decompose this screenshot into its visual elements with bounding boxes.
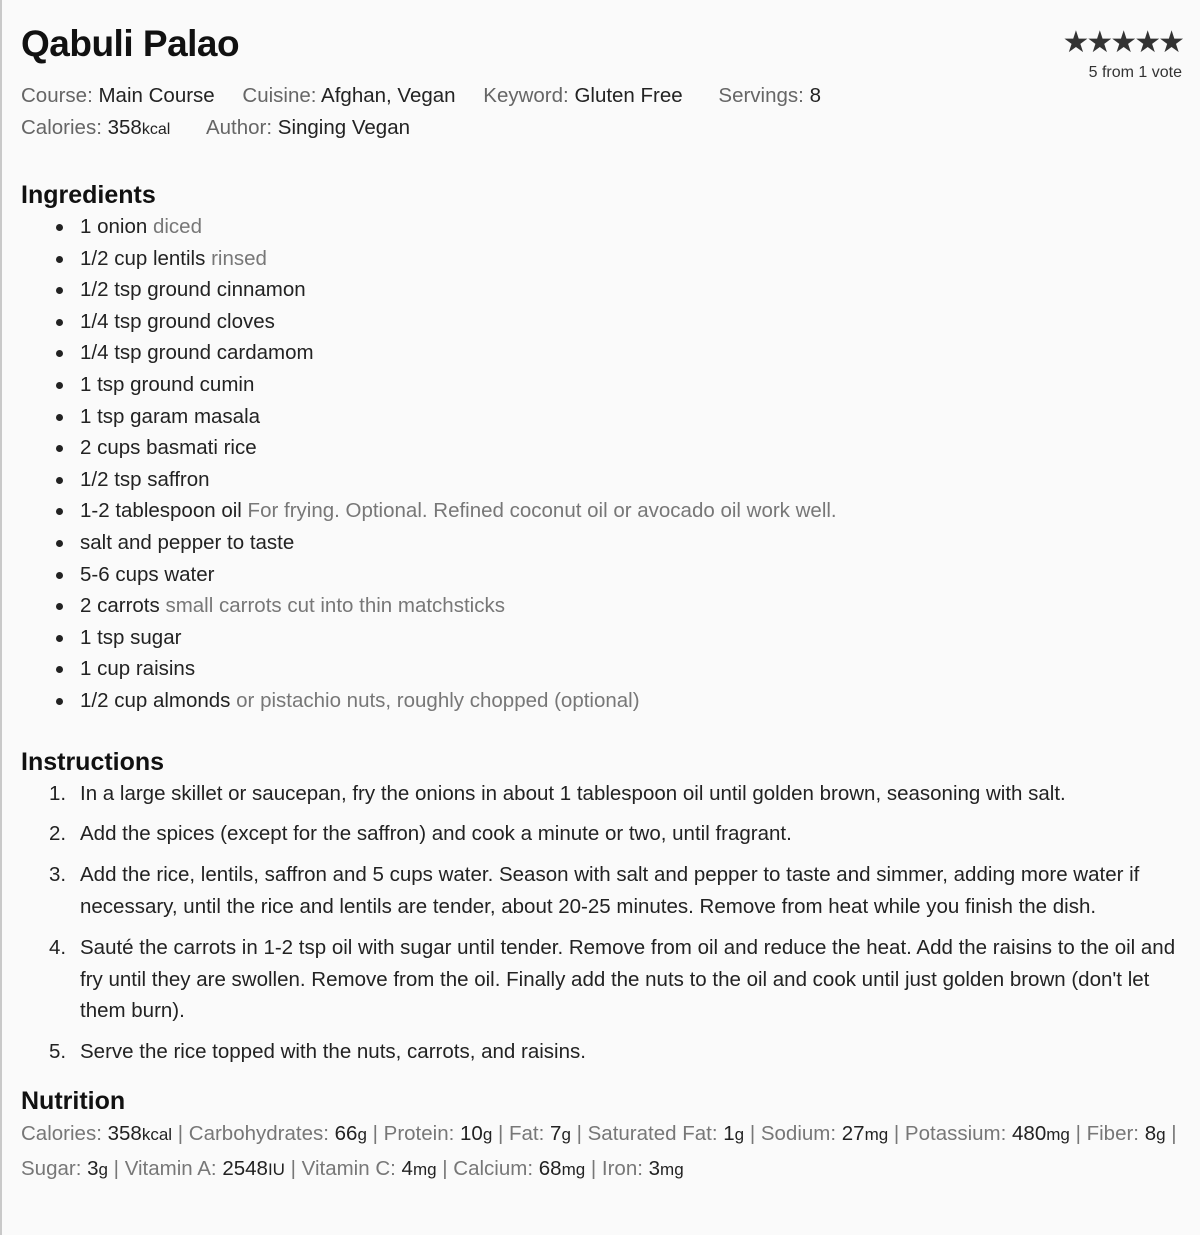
ingredient-text: salt and pepper to taste xyxy=(80,530,295,554)
ingredient-text: 5-6 cups water xyxy=(80,562,215,586)
recipe-title: Qabuli Palao xyxy=(21,23,240,64)
meta-row-2 xyxy=(21,112,1182,146)
nutrition-value: 66 xyxy=(334,1121,358,1145)
ingredient-text: 1 tsp garam masala xyxy=(80,404,261,428)
instruction-step xyxy=(21,932,1182,1027)
ingredient-text: 2 carrots xyxy=(80,594,160,618)
nutrition-item xyxy=(761,1122,888,1145)
instruction-text: Serve the rice topped with the nuts, carrots, and raisins. xyxy=(80,1040,586,1064)
nutrition-separator: | xyxy=(492,1121,509,1145)
instruction-step xyxy=(21,778,1182,810)
meta-servings-value[interactable]: 8 xyxy=(809,84,821,107)
ingredient-item xyxy=(21,306,1182,338)
nutrition-separator: | xyxy=(1165,1121,1177,1145)
meta-servings xyxy=(718,80,821,112)
nutrition-separator: | xyxy=(366,1121,384,1145)
ingredient-note: diced xyxy=(152,215,202,238)
nutrition-item xyxy=(21,1122,172,1145)
nutrition-separator: | xyxy=(107,1156,125,1180)
meta-calories-label: Calories: xyxy=(21,116,102,139)
instruction-number: 2. xyxy=(49,822,67,846)
meta-keyword-label: Keyword: xyxy=(483,84,569,107)
ingredient-item xyxy=(21,653,1182,685)
ingredient-text: 1 onion xyxy=(80,215,148,238)
ingredient-text: 1 cup raisins xyxy=(80,657,196,681)
nutrition-unit: g xyxy=(734,1124,745,1144)
nutrition-value: 68 xyxy=(538,1156,562,1180)
instruction-number: 5. xyxy=(49,1040,67,1064)
nutrition-unit: kcal xyxy=(141,1124,173,1144)
instructions-list xyxy=(21,778,1182,1068)
nutrition-label: Fiber: xyxy=(1086,1121,1139,1145)
star-rating-icon[interactable]: ★★★★★ xyxy=(1062,26,1182,59)
meta-author xyxy=(206,112,410,144)
ingredient-text: 1 tsp sugar xyxy=(80,625,182,649)
nutrition-unit: g xyxy=(357,1124,367,1144)
ingredient-text: 1/2 cup almonds xyxy=(80,688,231,712)
nutrition-separator: | xyxy=(585,1156,602,1180)
meta-calories xyxy=(21,112,170,146)
nutrition-value: 8 xyxy=(1144,1121,1157,1145)
nutrition-unit: g xyxy=(98,1159,108,1179)
nutrition-unit: mg xyxy=(561,1159,586,1179)
nutrition-value: 10 xyxy=(460,1121,483,1145)
ingredient-text: 1/4 tsp ground cardamom xyxy=(80,341,314,365)
nutrition-label: Sodium: xyxy=(760,1121,837,1145)
meta-row-1 xyxy=(21,80,1182,112)
meta-course-label: Course: xyxy=(21,84,93,107)
nutrition-item xyxy=(125,1157,285,1180)
nutrition-item xyxy=(384,1122,493,1145)
nutrition-item xyxy=(602,1157,684,1180)
instruction-text: Add the rice, lentils, saffron and 5 cups water. Season with salt and pepper to taste and simmer, adding more water if necessary, until the rice and lentils are tender, about 20-25 minutes. Remove from heat while you finish the dish. xyxy=(80,863,1140,919)
nutrition-value: 7 xyxy=(550,1121,562,1145)
nutrition-label: Fat: xyxy=(509,1121,545,1145)
ingredient-item xyxy=(21,495,1182,527)
nutrition-label: Vitamin A: xyxy=(124,1156,217,1180)
ingredients-list xyxy=(21,211,1182,717)
nutrition-separator: | xyxy=(570,1121,588,1145)
meta-keyword xyxy=(483,80,682,112)
nutrition-unit: mg xyxy=(412,1159,437,1179)
meta-course xyxy=(21,80,215,112)
instruction-text: Sauté the carrots in 1-2 tsp oil with sugar until tender. Remove from oil and reduce the heat. Add the raisins to the oil and fry until they are swollen. Remove from the oil. Finally add the nuts to the oil and cook until just golden brown (don't let them burn). xyxy=(80,936,1176,1023)
ingredient-item xyxy=(21,401,1182,433)
nutrition-value: 358 xyxy=(107,1121,142,1145)
nutrition-item xyxy=(905,1122,1070,1145)
meta-author-value: Singing Vegan xyxy=(277,116,411,139)
ingredient-text: 1/4 tsp ground cloves xyxy=(80,309,275,333)
nutrition-value: 480 xyxy=(1012,1121,1047,1145)
nutrition-item xyxy=(302,1157,437,1180)
nutrition-separator: | xyxy=(284,1156,302,1180)
instruction-text: In a large skillet or saucepan, fry the onions in about 1 tablespoon oil until golden brown, seasoning with salt. xyxy=(80,781,1066,805)
meta-calories-unit: kcal xyxy=(141,121,171,138)
nutrition-label: Iron: xyxy=(601,1156,643,1180)
ingredient-note: For frying. Optional. Refined coconut oil or avocado oil work well. xyxy=(247,499,837,523)
nutrition-value: 3 xyxy=(648,1156,661,1180)
ingredient-item xyxy=(21,527,1182,559)
ingredient-item xyxy=(21,590,1182,622)
nutrition-unit: g xyxy=(561,1124,571,1144)
nutrition-label: Protein: xyxy=(383,1121,455,1145)
nutrition-unit: mg xyxy=(660,1159,684,1179)
nutrition-value: 1 xyxy=(723,1121,735,1145)
ingredient-text: 2 cups basmati rice xyxy=(80,436,257,460)
nutrition-item xyxy=(1087,1122,1166,1145)
nutrition-separator: | xyxy=(436,1156,454,1180)
ingredient-item xyxy=(21,432,1182,464)
nutrition-separator: | xyxy=(172,1121,189,1145)
ingredient-item xyxy=(21,369,1182,401)
nutrition-separator: | xyxy=(888,1121,905,1145)
recipe-meta xyxy=(21,80,1182,146)
meta-course-value[interactable]: Main Course xyxy=(98,84,215,107)
nutrition-separator: | xyxy=(1069,1121,1087,1145)
nutrition-item xyxy=(21,1157,108,1180)
ingredient-text: 1/2 cup lentils xyxy=(80,246,206,270)
rating-count: 5 from 1 vote xyxy=(1088,64,1182,81)
meta-cuisine-value[interactable]: Afghan, Vegan xyxy=(321,84,456,107)
nutrition-item xyxy=(588,1122,745,1145)
nutrition-label: Calories: xyxy=(21,1121,102,1145)
nutrition-unit: IU xyxy=(267,1159,285,1179)
nutrition-item xyxy=(453,1157,585,1180)
ingredient-item xyxy=(21,685,1182,717)
meta-cuisine xyxy=(242,80,455,112)
meta-author-label: Author: xyxy=(205,116,273,139)
nutrition-label: Vitamin C: xyxy=(301,1156,396,1180)
instruction-step xyxy=(21,1036,1182,1068)
nutrition-label: Sugar: xyxy=(21,1156,82,1180)
ingredient-item xyxy=(21,622,1182,654)
ingredient-item xyxy=(21,337,1182,369)
meta-keyword-value: Gluten Free xyxy=(574,84,683,107)
ingredient-text: 1/2 tsp saffron xyxy=(80,467,210,491)
instructions-heading: Instructions xyxy=(21,747,165,776)
nutrition-label: Carbohydrates: xyxy=(188,1121,329,1145)
nutrition-label: Calcium: xyxy=(453,1156,534,1180)
instruction-text: Add the spices (except for the saffron) and cook a minute or two, until fragrant. xyxy=(80,822,792,846)
ingredient-note: small carrots cut into thin matchsticks xyxy=(165,594,505,618)
nutrition-unit: g xyxy=(1156,1124,1166,1144)
instruction-number: 4. xyxy=(49,936,67,960)
ingredient-item xyxy=(21,274,1182,306)
nutrition-item xyxy=(189,1122,367,1145)
nutrition-heading: Nutrition xyxy=(21,1086,126,1115)
ingredient-item xyxy=(21,243,1182,275)
ingredient-item xyxy=(21,464,1182,496)
instruction-number: 1. xyxy=(49,781,67,805)
instruction-number: 3. xyxy=(49,863,67,887)
nutrition-value: 27 xyxy=(841,1121,865,1145)
nutrition-item xyxy=(509,1122,571,1145)
nutrition-unit: g xyxy=(482,1124,493,1144)
ingredients-heading: Ingredients xyxy=(21,181,156,209)
meta-calories-value: 358 xyxy=(107,116,142,139)
nutrition-separator: | xyxy=(744,1121,761,1145)
meta-servings-label: Servings: xyxy=(718,84,804,107)
ingredient-item xyxy=(21,211,1182,243)
nutrition-value: 3 xyxy=(87,1156,99,1180)
nutrition-facts xyxy=(21,1117,1182,1187)
instruction-step xyxy=(21,859,1182,922)
ingredient-text: 1 tsp ground cumin xyxy=(80,372,255,396)
meta-cuisine-label: Cuisine: xyxy=(242,84,317,107)
recipe-rating[interactable] xyxy=(1063,28,1182,82)
ingredient-item xyxy=(21,559,1182,591)
ingredient-text: 1-2 tablespoon oil xyxy=(80,499,242,523)
nutrition-unit: mg xyxy=(1046,1124,1070,1144)
nutrition-label: Potassium: xyxy=(904,1121,1007,1145)
nutrition-unit: mg xyxy=(864,1124,889,1144)
ingredient-note: or pistachio nuts, roughly chopped (optional) xyxy=(236,688,640,712)
recipe-card xyxy=(2,0,1200,1187)
nutrition-label: Saturated Fat: xyxy=(587,1121,718,1145)
nutrition-value: 2548 xyxy=(222,1156,268,1180)
ingredient-note: rinsed xyxy=(211,246,267,270)
nutrition-value: 4 xyxy=(401,1156,413,1180)
ingredient-text: 1/2 tsp ground cinnamon xyxy=(80,278,306,302)
instruction-step xyxy=(21,818,1182,850)
